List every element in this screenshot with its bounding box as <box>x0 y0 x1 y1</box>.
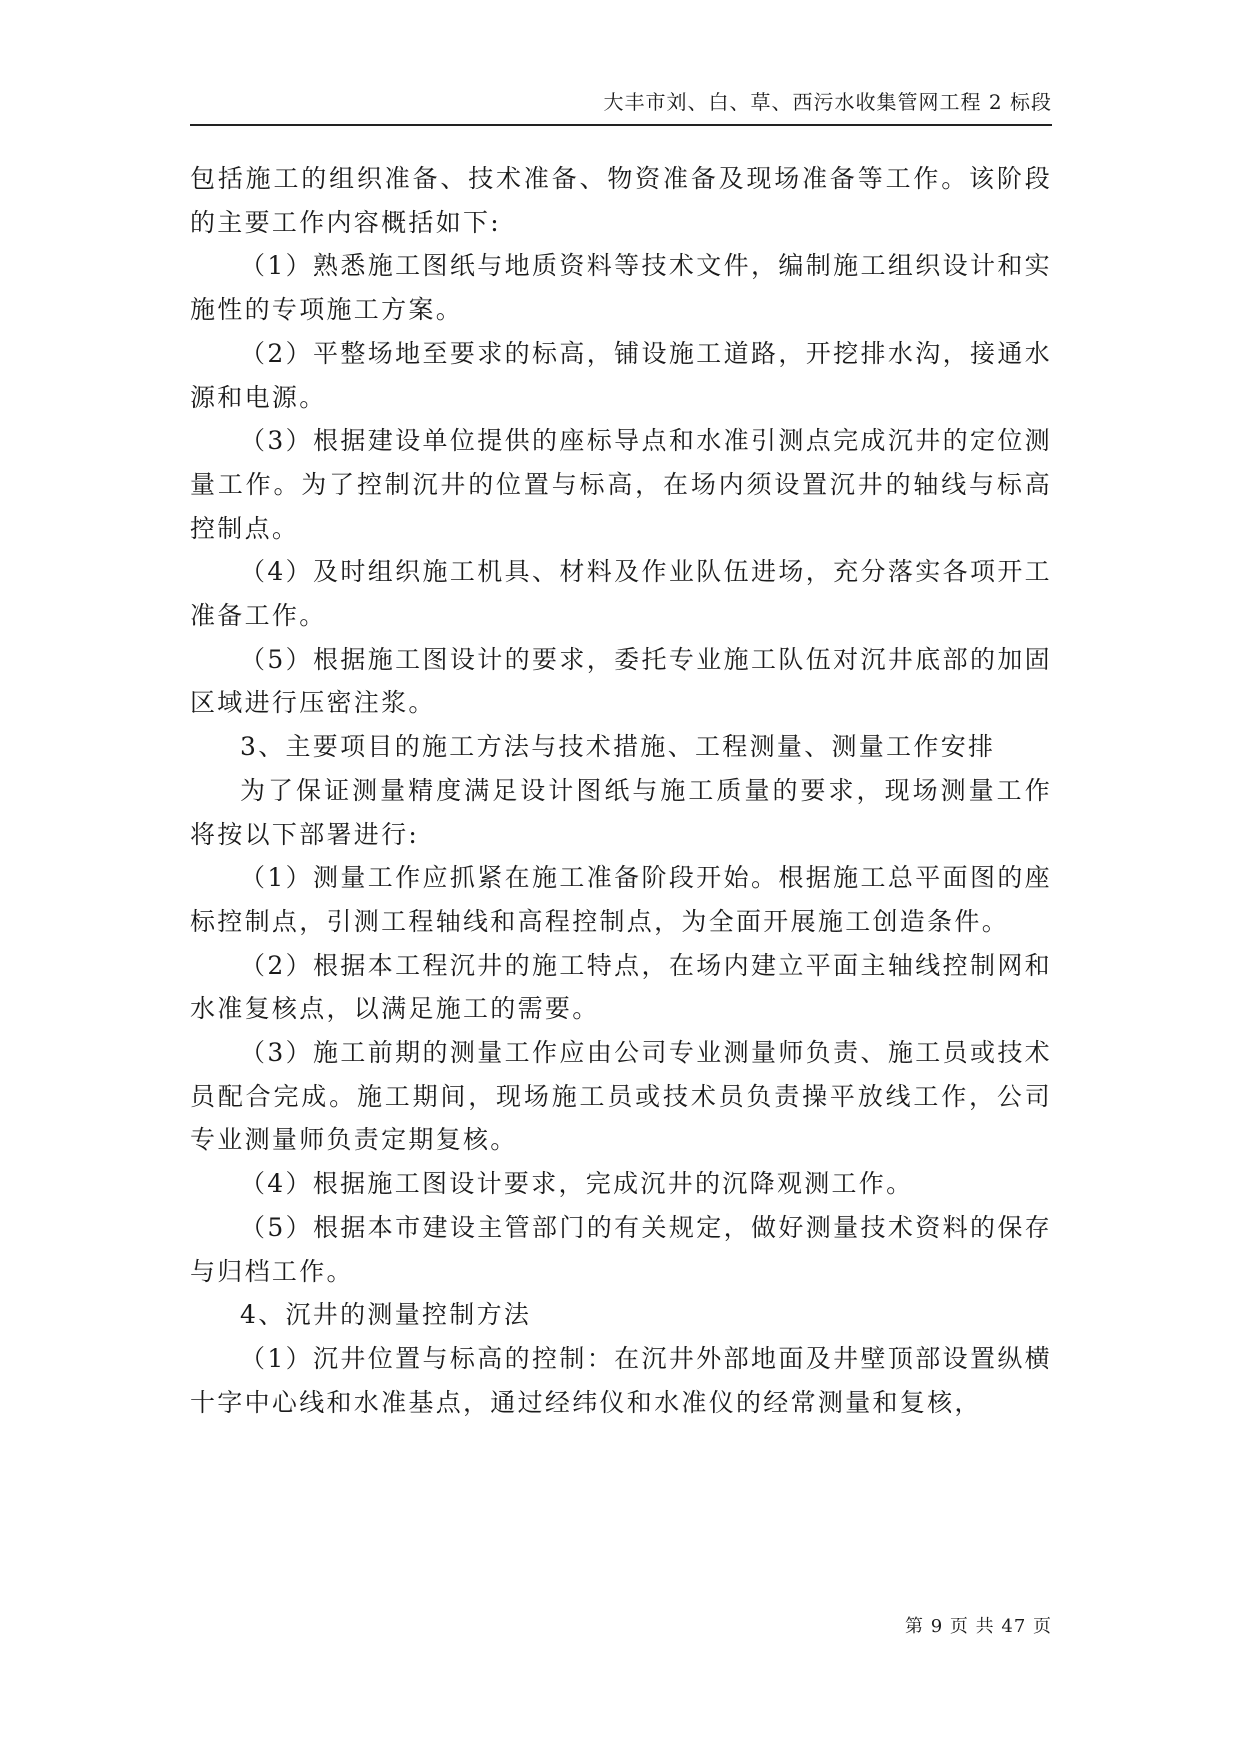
paragraph: （5）根据施工图设计的要求，委托专业施工队伍对沉井底部的加固区域进行压密注浆。 <box>190 644 1052 718</box>
page-footer <box>190 1612 1052 1638</box>
paragraph: （3）根据建设单位提供的座标导点和水准引测点完成沉井的定位测量工作。为了控制沉井的位置与标高，在场内须设置沉井的轴线与标高控制点。 <box>190 426 1052 543</box>
section-heading: 4、沉井的测量控制方法 <box>240 1300 532 1330</box>
paragraph: （2）平整场地至要求的标高，铺设施工道路，开挖排水沟，接通水源和电源。 <box>190 338 1052 412</box>
page-number: 第 9 页 共 47 页 <box>905 1616 1052 1637</box>
paragraph: （2）根据本工程沉井的施工特点，在场内建立平面主轴线控制网和水准复核点，以满足施工的需要。 <box>190 950 1052 1024</box>
document-body <box>190 157 1052 1424</box>
paragraph: （4）根据施工图设计要求，完成沉井的沉降观测工作。 <box>240 1169 914 1199</box>
paragraph: （3）施工前期的测量工作应由公司专业测量师负责、施工员或技术员配合完成。施工期间，现场施工员或技术员负责操平放线工作，公司专业测量师负责定期复核。 <box>190 1038 1052 1155</box>
paragraph: （1）沉井位置与标高的控制：在沉井外部地面及井壁顶部设置纵横十字中心线和水准基点，通过经纬仪和水准仪的经常测量和复核， <box>190 1343 1052 1417</box>
paragraph: （1）熟悉施工图纸与地质资料等技术文件，编制施工组织设计和实施性的专项施工方案。 <box>190 251 1052 325</box>
paragraph: 为了保证测量精度满足设计图纸与施工质量的要求，现场测量工作将按以下部署进行: <box>190 775 1052 849</box>
paragraph: （4）及时组织施工机具、材料及作业队伍进场，充分落实各项开工准备工作。 <box>190 557 1052 631</box>
header-title: 大丰市刘、白、草、西污水收集管网工程 2 标段 <box>603 90 1052 114</box>
section-heading: 3、主要项目的施工方法与技术措施、工程测量、测量工作安排 <box>240 732 996 762</box>
paragraph: （1）测量工作应抓紧在施工准备阶段开始。根据施工总平面图的座标控制点，引测工程轴线和高程控制点，为全面开展施工创造条件。 <box>190 863 1052 936</box>
paragraph: 包括施工的组织准备、技术准备、物资准备及现场准备等工作。该阶段的主要工作内容概括如下: <box>190 164 1052 237</box>
paragraph: （5）根据本市建设主管部门的有关规定，做好测量技术资料的保存与归档工作。 <box>190 1212 1052 1286</box>
page-header <box>190 86 1052 126</box>
